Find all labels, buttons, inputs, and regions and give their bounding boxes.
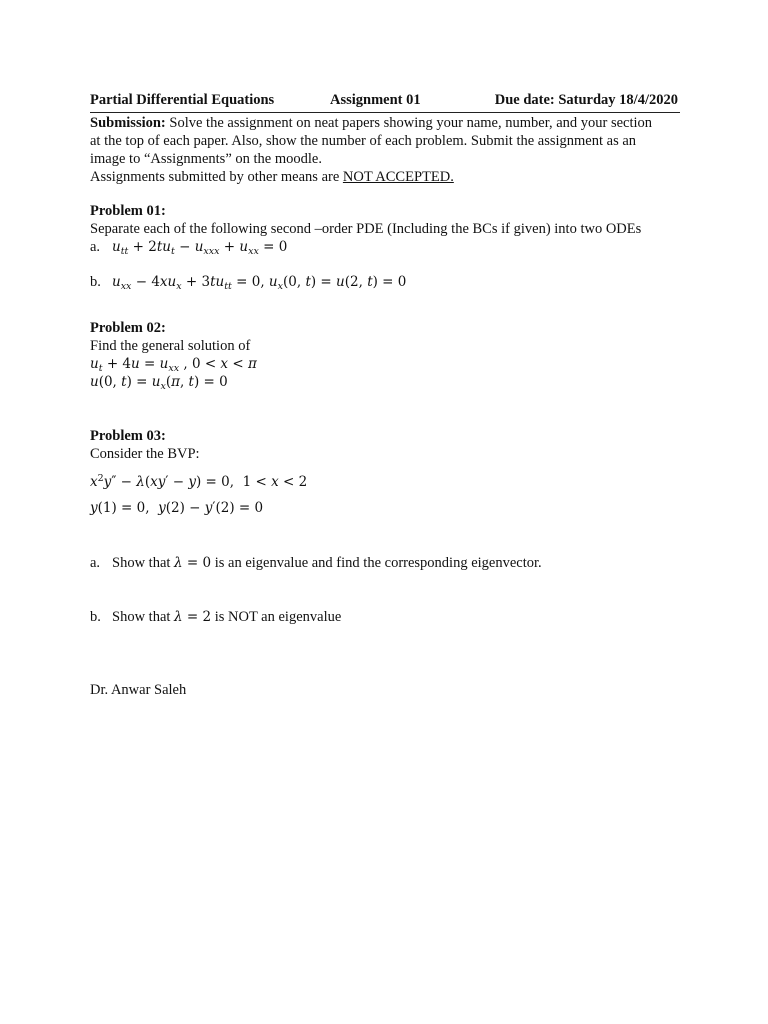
submission-line-2: at the top of each paper. Also, show the number of each problem. Submit the assignment as an <box>90 133 637 149</box>
bvp-bc <box>90 500 263 517</box>
part-a-letter: a. <box>90 239 101 255</box>
problem-01-part-b <box>90 274 406 292</box>
part-b-text-end: is NOT an eigenvalue <box>211 609 342 625</box>
bvp-equation: $x^2y'' - \lambda(xy' - y) = 0$, 1 < x < 2 <box>90 473 308 490</box>
pde-a-equation: $u_{tt} + 2tu_t - u_{xxx} + u_{xx} = 0$ <box>112 239 288 257</box>
course-title: Partial Differential Equations <box>90 92 275 108</box>
boundary-conditions: u(0, $t) = u_x(\pi$, t) = 0 <box>90 374 228 392</box>
heat-equation: $u_t + 4u = u_{xx}$ , 0 < x < π <box>90 356 257 374</box>
document-header <box>90 92 680 113</box>
part-b-text-start: Show that <box>112 609 175 625</box>
problem-01-text: Separate each of the following second –order PDE (Including the BCs if given) into two ODEs <box>90 221 642 237</box>
part-a-text-start: Show that <box>112 555 175 571</box>
lambda-two: λ = 2 <box>174 609 212 625</box>
bvp-boundary-conditions: y(1) = 0, y(2) − y′(2) = 0 <box>90 500 264 516</box>
submission-label: Submission: <box>90 115 166 131</box>
problem-01-part-a <box>90 239 287 257</box>
submission-line-1: Solve the assignment on neat papers showing your name, number, and your section <box>165 115 653 131</box>
not-accepted-notice: NOT ACCEPTED. <box>342 169 454 185</box>
problem-02-bc <box>90 374 228 392</box>
pde-b-equation: $u_{xx} - 4xu_x + 3tu_{tt} = 0$, $u_x(0$, t) = u(2, t) = 0 <box>112 274 407 292</box>
bvp-ode <box>90 473 307 491</box>
due-date: Due date: Saturday 18/4/2020 <box>494 92 678 108</box>
problem-03-title: Problem 03: <box>90 428 166 444</box>
problem-03-part-a <box>90 555 542 572</box>
problem-03-part-b <box>90 609 341 626</box>
problem-02-pde <box>90 356 257 374</box>
part-b-letter: b. <box>90 274 101 290</box>
instructor-signature: Dr. Anwar Saleh <box>90 682 187 698</box>
problem-02-text: Find the general solution of <box>90 338 251 354</box>
submission-line-3: image to “Assignments” on the moodle. <box>90 151 322 167</box>
submission-line-4: Assignments submitted by other means are <box>90 169 343 185</box>
problem-03-text: Consider the BVP: <box>90 446 200 462</box>
problem-02-title: Problem 02: <box>90 320 166 336</box>
problem-01-title: Problem 01: <box>90 203 166 219</box>
submission-instructions <box>90 114 680 186</box>
part-a-letter: a. <box>90 555 101 571</box>
part-b-letter: b. <box>90 609 101 625</box>
lambda-zero: λ = 0 <box>174 555 212 571</box>
part-a-text-end: is an eigenvalue and find the corresponding eigenvector. <box>211 555 542 571</box>
assignment-number: Assignment 01 <box>330 92 421 108</box>
